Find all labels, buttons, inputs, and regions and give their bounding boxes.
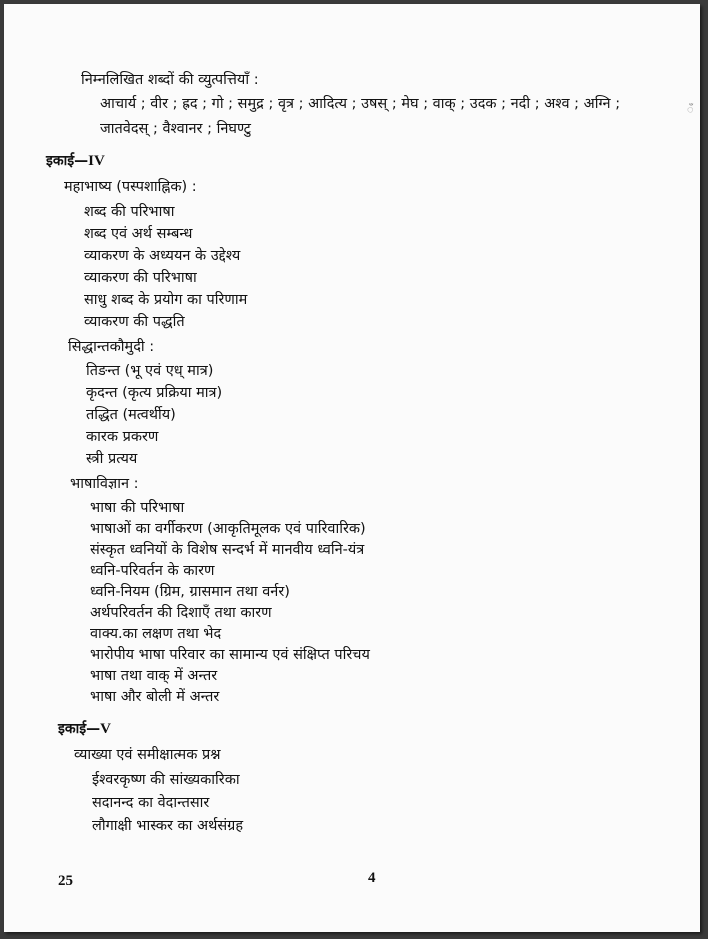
list-item: व्याकरण की परिभाषा [84,270,197,286]
list-item: व्याकरण के अध्ययन के उद्देश्य [84,248,241,264]
list-item: भाषाओं का वर्गीकरण (आकृतिमूलक एवं पारिवारिक) [90,521,366,537]
list-item: भारोपीय भाषा परिवार का सामान्य एवं संक्षिप्त परिचय [90,647,370,663]
page-number: 4 [368,870,376,886]
list-item: कृदन्त (कृत्य प्रक्रिया मात्र) [86,385,223,401]
list-item: शब्द की परिभाषा [84,204,175,220]
list-item: कारक प्रकरण [86,429,159,445]
unit-4-numeral: IV [88,153,105,169]
derivations-heading: निम्नलिखित शब्दों की व्युत्पत्तियाँ : [81,72,259,88]
derivation-words-line-2: जातवेदस् ; वैश्वानर ; निघण्टु [100,121,251,137]
list-item: शब्द एवं अर्थ सम्बन्ध [84,226,193,242]
margin-mark: ँ [687,103,694,116]
list-item: लौगाक्षी भास्कर का अर्थसंग्रह [92,818,244,834]
list-item: सदानन्द का वेदान्तसार [92,795,210,811]
list-item: भाषा तथा वाक् में अन्तर [90,668,218,684]
unit-5-label: इकाई— [58,721,101,737]
list-item: ईश्वरकृष्ण की सांख्यकारिका [92,772,240,788]
list-item: तद्धित (मत्वर्थीय) [86,407,176,423]
unit-5-heading [58,719,111,739]
derivation-words-line-1: आचार्य ; वीर ; ह्रद ; गो ; समुद्र ; वृत्र ; आदित्य ; उषस् ; मेघ ; वाक् ; उदक ; नदी ; अश्व ; अग्नि ; [100,96,621,112]
unit-4-heading [46,151,105,171]
bhasha-vigyan-heading: भाषाविज्ञान : [70,476,139,492]
list-item: स्त्री प्रत्यय [86,451,138,467]
list-item: भाषा की परिभाषा [90,500,185,516]
list-item: तिङन्त (भू एवं एध् मात्र) [86,363,214,379]
list-item: भाषा और बोली में अन्तर [90,689,220,705]
list-item: साधु शब्द के प्रयोग का परिणाम [84,292,248,308]
list-item: व्याकरण की पद्धति [84,314,185,330]
vyakhya-heading: व्याख्या एवं समीक्षात्मक प्रश्न [74,747,221,763]
list-item: ध्वनि-परिवर्तन के कारण [90,563,215,579]
mahabhashya-heading: महाभाष्य (पस्पशाह्निक) : [64,179,197,195]
list-item: ध्वनि-नियम (ग्रिम, ग्रासमान तथा वर्नर) [90,584,290,600]
list-item: संस्कृत ध्वनियों के विशेष सन्दर्भ में मानवीय ध्वनि-यंत्र [90,542,365,558]
siddhanta-heading: सिद्धान्तकौमुदी : [68,339,155,355]
list-item: अर्थपरिवर्तन की दिशाएँ तथा कारण [90,605,272,621]
unit-5-numeral: V [100,721,111,737]
list-item: वाक्य.का लक्षण तथा भेद [90,626,222,642]
unit-4-label: इकाई— [46,153,89,169]
document-page [4,4,700,932]
footer-left-number: 25 [58,873,73,889]
